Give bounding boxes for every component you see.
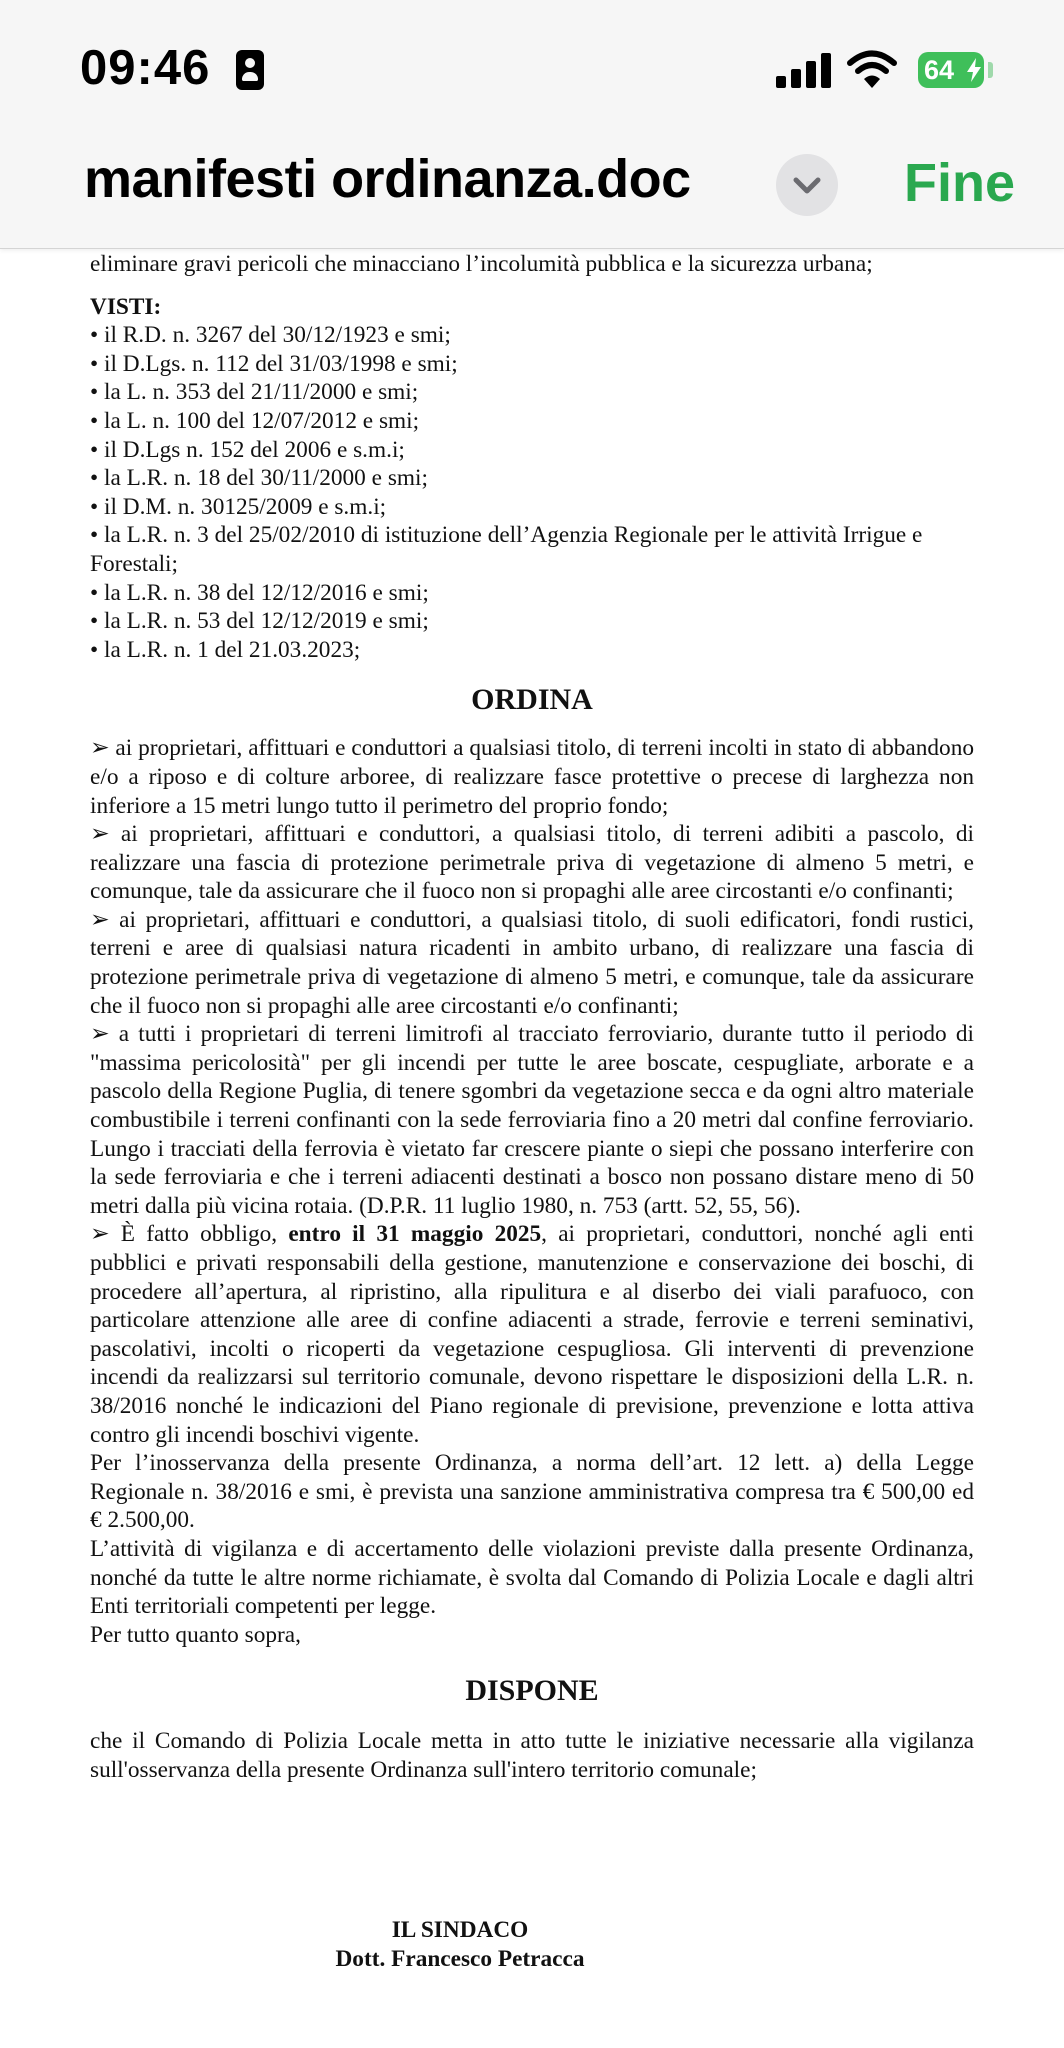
ordina-paragraph: ➢ ai proprietari, affittuari e conduttori a qualsiasi titolo, di terreni incolti in stato di abbandono e/o a riposo e di colture arboree, di realizzare fasce protettive o precese di larghezza non inferiore a 15 metri lungo tutto il perimetro del proprio fondo; (90, 735, 974, 819)
obbligo-paragraph: ➢ È fatto obbligo, entro il 31 maggio 2025, ai proprietari, conduttori, nonché agli enti pubblici e privati responsabili della gestione, manutenzione e conservazione dei boschi, di procedere all’apertura, al ripristino, alla ripulitura e al diserbo dei viali parafuoco, con particolare attenzione alle aree di confine adiacenti a strade, ferrovie e terreni seminativi, pascolativi, incolti o ricoperti da vegetazione cespugliosa. Gli interventi di prevenzione incendi da realizzarsi sul territorio comunale, devono rispettare le disposizioni della L.R. n. 38/2016 nonché le indicazioni del Piano regionale di previsione, prevenzione e lotta attiva contro gli incendi boschivi vigente. (90, 1221, 974, 1448)
status-time: 09:46 (80, 41, 211, 95)
list-item: • la L. n. 353 del 21/11/2000 e smi; (90, 379, 419, 406)
battery-cap (988, 62, 993, 78)
battery-charging-icon (966, 58, 982, 82)
signature-name: Dott. Francesco Petracca (335, 1946, 585, 1972)
id-card-icon (236, 50, 264, 90)
wifi-icon (848, 50, 896, 90)
chevron-down-icon (792, 172, 822, 198)
list-item: • la L.R. n. 53 del 12/12/2019 e smi; (90, 608, 429, 635)
done-button[interactable]: Fine (904, 153, 1016, 213)
cellular-signal-icon (776, 52, 832, 88)
sanzione-paragraph: Per l’inosservanza della presente Ordinanza, a norma dell’art. 12 lett. a) della Legge Regionale n. 38/2016 e smi, è prevista una sanzione amministrativa compresa tra € 500,00 ed € 2.500,00. (90, 1450, 974, 1534)
intro-paragraph: eliminare gravi pericoli che minacciano l’incolumità pubblica e la sicurezza urbana; (90, 251, 873, 277)
list-item: • la L.R. n. 3 del 25/02/2010 di istituzione dell’Agenzia Regionale per le attività Irrigue e Forestali; (90, 522, 923, 577)
list-item: • il D.M. n. 30125/2009 e s.m.i; (90, 493, 387, 520)
dispone-paragraph: che il Comando di Polizia Locale metta in atto tutte le iniziative necessarie alla vigilanza sull'osservanza della presente Ordinanza sull'intero territorio comunale; (90, 1728, 974, 1783)
ordina-paragraph: ➢ ai proprietari, affittuari e conduttori, a qualsiasi titolo, di terreni adibiti a pascolo, di realizzare una fascia di protezione perimetrale priva di vegetazione di almeno 5 metri, e comunque, tale da assicurare che il fuoco non si propaghi alle aree circostanti e/o confinanti; (90, 821, 974, 905)
deadline-text: entro il 31 maggio 2025 (288, 1221, 542, 1248)
list-item: • il R.D. n. 3267 del 30/12/1923 e smi; (90, 322, 451, 349)
list-item: • il D.Lgs. n. 112 del 31/03/1998 e smi; (90, 350, 458, 377)
document-title: manifesti ordinanza.doc (84, 149, 691, 209)
signature-block (0, 1916, 920, 1974)
list-item: • la L.R. n. 1 del 21.03.2023; (90, 636, 361, 663)
signature-role: IL SINDACO (391, 1917, 529, 1943)
ordina-heading: ORDINA (471, 683, 593, 717)
document-body (90, 222, 974, 1785)
title-menu-button[interactable] (776, 154, 838, 216)
per-tutto-line: Per tutto quanto sopra, (90, 1621, 301, 1648)
vigilanza-paragraph: L’attività di vigilanza e di accertamento delle violazioni previste dalla presente Ordinanza, nonché da tutte le altre norme richiamate, è svolta dal Comando di Polizia Locale e dagli altri Enti territoriali competenti per legge. (90, 1535, 974, 1620)
ordina-paragraph: ➢ ai proprietari, affittuari e conduttori, a qualsiasi titolo, di suoli edificatori, fondi rustici, terreni e aree di qualsiasi natura ricadenti in ambito urbano, di realizzare una fascia di protezione perimetrale priva di vegetazione di almeno 5 metri, e comunque, tale da assicurare che il fuoco non si propaghi alle aree circostanti e/o confinanti; (90, 906, 974, 1019)
battery-level: 64 (918, 52, 984, 88)
list-item: • la L.R. n. 18 del 30/11/2000 e smi; (90, 465, 428, 492)
list-item: • la L.R. n. 38 del 12/12/2016 e smi; (90, 579, 429, 606)
list-item: • il D.Lgs n. 152 del 2006 e s.m.i; (90, 436, 405, 463)
visti-heading: VISTI: (90, 293, 162, 320)
list-item: • la L. n. 100 del 12/07/2012 e smi; (90, 407, 420, 434)
top-bar (0, 0, 1064, 249)
dispone-heading: DISPONE (465, 1674, 599, 1708)
ordina-paragraph: ➢ a tutti i proprietari di terreni limitrofi al tracciato ferroviario, durante tutto il periodo di "massima pericolosità" per gli incendi per tutte le aree boscate, cespugliate, arborate e a pascolo della Regione Puglia, di tenere sgombri da vegetazione secca e da ogni altro materiale combustibile i terreni confinanti con la sede ferroviaria fino a 20 metri dal confine ferroviario. Lungo i tracciati della ferrovia è vietato far crescere piante o siepi che possano interferire con la sede ferroviaria e che i terreni adiacenti destinati a bosco non possano distare meno di 50 metri dalla più vicina rotaia. (D.P.R. 11 luglio 1980, n. 753 (artt. 52, 55, 56). (90, 1021, 974, 1219)
